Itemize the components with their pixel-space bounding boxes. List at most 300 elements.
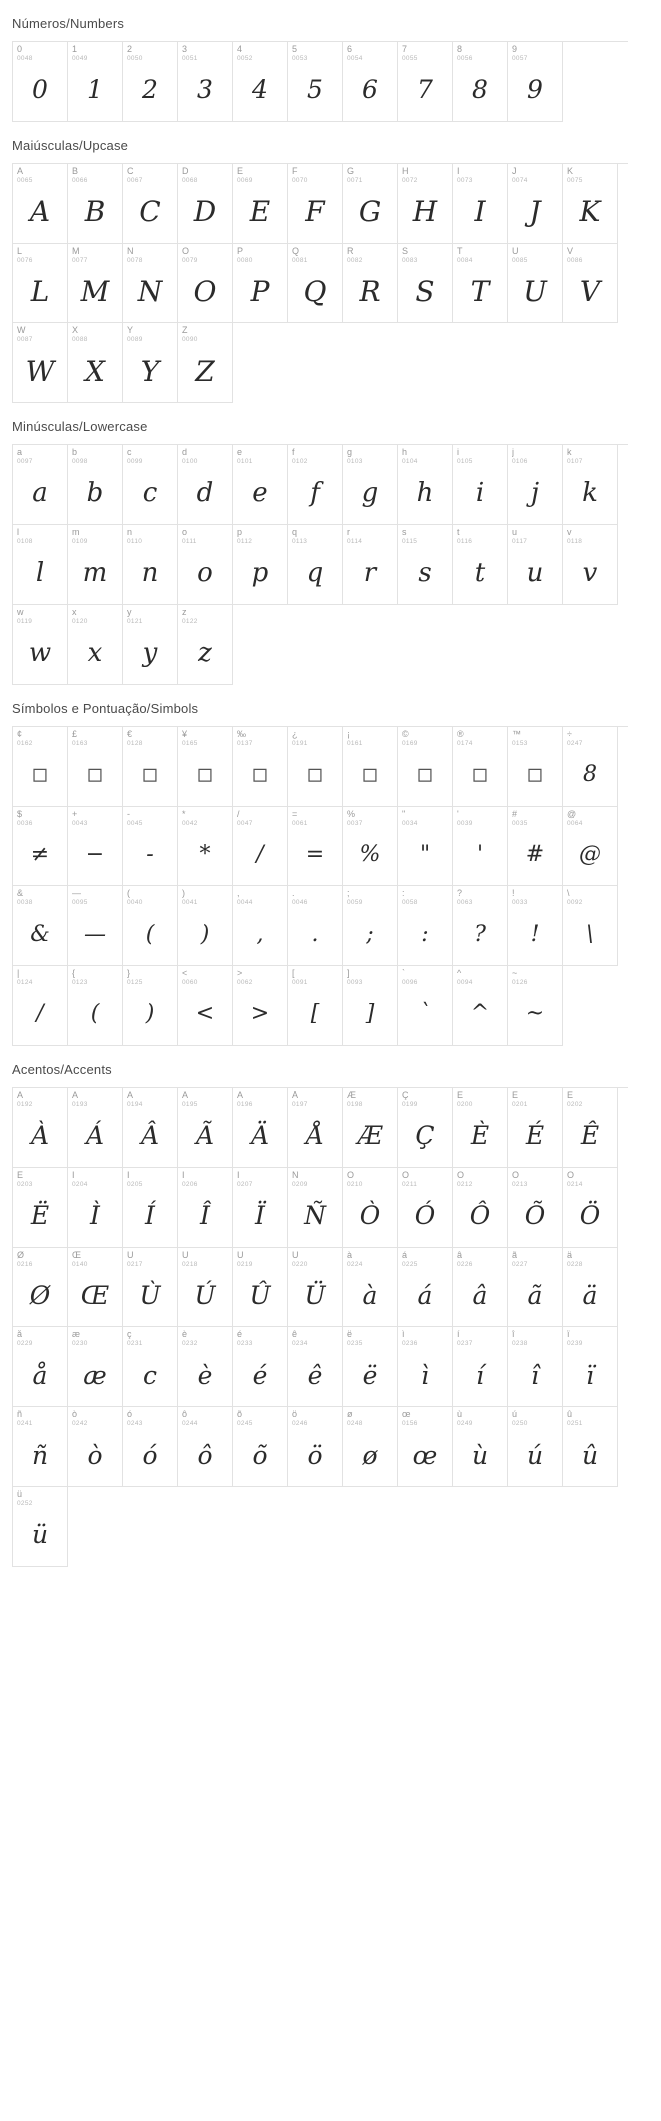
glyph-cell[interactable] xyxy=(13,1487,68,1567)
glyph-meta xyxy=(453,1088,507,1109)
glyph-cell[interactable] xyxy=(563,1168,618,1248)
glyph-cell[interactable] xyxy=(288,727,343,807)
glyph-cell[interactable] xyxy=(123,966,178,1046)
glyph-cell[interactable] xyxy=(508,42,563,122)
glyph-code: 0115 xyxy=(402,538,418,546)
glyph-section-accents xyxy=(0,1046,661,1567)
glyph-cell[interactable] xyxy=(233,1088,288,1168)
glyph-meta xyxy=(123,966,177,987)
glyph-preview: G xyxy=(358,195,382,229)
glyph-preview: ü xyxy=(31,1520,49,1550)
glyph-meta xyxy=(233,966,287,987)
glyph-char-label: V xyxy=(567,246,574,256)
glyph-char-label: S xyxy=(402,246,409,256)
glyph-char-label: ™ xyxy=(512,729,521,739)
glyph-cell[interactable] xyxy=(123,727,178,807)
glyph-cell[interactable] xyxy=(178,966,233,1046)
glyph-preview: è xyxy=(197,1360,213,1390)
glyph-cell[interactable] xyxy=(508,244,563,324)
glyph-code: 0199 xyxy=(402,1100,418,1108)
glyph-preview: 3 xyxy=(197,75,213,105)
glyph-cell[interactable] xyxy=(233,445,288,525)
glyph-cell[interactable] xyxy=(343,164,398,244)
glyph-preview: ? xyxy=(474,921,486,947)
glyph-cell[interactable] xyxy=(233,807,288,887)
glyph-cell[interactable] xyxy=(123,1088,178,1168)
glyph-cell[interactable] xyxy=(178,886,233,966)
glyph-cell[interactable] xyxy=(508,966,563,1046)
glyph-preview: v xyxy=(582,557,598,588)
glyph-cell[interactable] xyxy=(288,1327,343,1407)
glyph-code: 0116 xyxy=(457,538,473,546)
glyph-cell[interactable] xyxy=(68,886,123,966)
glyph-cell[interactable] xyxy=(508,886,563,966)
glyph-cell[interactable] xyxy=(288,445,343,525)
glyph-cell[interactable] xyxy=(563,445,618,525)
glyph-cell[interactable] xyxy=(123,807,178,887)
glyph-cell[interactable] xyxy=(178,244,233,324)
glyph-char-label: [ xyxy=(292,969,295,979)
glyph-cell[interactable] xyxy=(123,1327,178,1407)
glyph-cell[interactable] xyxy=(68,1248,123,1328)
glyph-char-label: Œ xyxy=(72,1250,81,1260)
glyph-cell[interactable] xyxy=(13,525,68,605)
glyph-meta xyxy=(178,807,232,828)
glyph-char-label: 5 xyxy=(292,45,298,54)
glyph-char-label: ~ xyxy=(512,969,518,979)
glyph-cell[interactable] xyxy=(398,1248,453,1328)
glyph-cell[interactable] xyxy=(288,966,343,1046)
glyph-preview: □ xyxy=(308,762,322,787)
glyph-cell[interactable] xyxy=(343,1168,398,1248)
glyph-meta xyxy=(508,886,562,907)
glyph-cell[interactable] xyxy=(453,966,508,1046)
glyph-cell[interactable] xyxy=(178,445,233,525)
glyph-preview: − xyxy=(85,841,105,867)
glyph-code: 0052 xyxy=(237,55,253,62)
glyph-cell[interactable] xyxy=(453,244,508,324)
glyph-cell[interactable] xyxy=(233,1248,288,1328)
glyph-cell[interactable] xyxy=(68,164,123,244)
glyph-meta xyxy=(288,244,342,265)
glyph-preview: □ xyxy=(418,762,432,787)
glyph-cell[interactable] xyxy=(123,323,178,403)
glyph-code: 0059 xyxy=(347,899,363,907)
glyph-code: 0108 xyxy=(17,538,33,546)
glyph-meta xyxy=(288,886,342,907)
glyph-cell[interactable] xyxy=(123,164,178,244)
glyph-code: 0048 xyxy=(17,55,33,62)
glyph-cell[interactable] xyxy=(563,1327,618,1407)
glyph-char-label: e xyxy=(237,448,243,458)
glyph-cell[interactable] xyxy=(508,727,563,807)
glyph-cell[interactable] xyxy=(178,42,233,122)
glyph-preview: É xyxy=(525,1121,545,1151)
glyph-cell[interactable] xyxy=(13,244,68,324)
glyph-cell[interactable] xyxy=(398,164,453,244)
glyph-preview: 9 xyxy=(527,75,543,105)
glyph-cell[interactable] xyxy=(453,445,508,525)
glyph-meta xyxy=(453,445,507,466)
glyph-cell[interactable] xyxy=(233,966,288,1046)
glyph-meta xyxy=(13,42,67,63)
glyph-code: 0109 xyxy=(72,538,88,546)
glyph-cell[interactable] xyxy=(343,886,398,966)
glyph-code: 0034 xyxy=(402,819,418,827)
glyph-char-label: Î xyxy=(182,1170,185,1180)
glyph-char-label: Ú xyxy=(182,1250,189,1260)
glyph-preview: N xyxy=(137,274,163,308)
glyph-cell[interactable] xyxy=(178,1168,233,1248)
glyph-cell[interactable] xyxy=(398,727,453,807)
glyph-cell[interactable] xyxy=(563,807,618,887)
glyph-cell[interactable] xyxy=(398,807,453,887)
glyph-cell[interactable] xyxy=(178,525,233,605)
glyph-meta xyxy=(13,1327,67,1348)
glyph-cell[interactable] xyxy=(343,445,398,525)
glyph-cell[interactable] xyxy=(343,42,398,122)
glyph-cell[interactable] xyxy=(343,1407,398,1487)
glyph-cell[interactable] xyxy=(563,727,618,807)
glyph-cell[interactable] xyxy=(178,1327,233,1407)
glyph-char-label: 9 xyxy=(512,45,518,54)
glyph-meta xyxy=(233,807,287,828)
glyph-code: 0200 xyxy=(457,1100,473,1108)
glyph-meta xyxy=(563,445,617,466)
glyph-code: 0156 xyxy=(402,1420,418,1428)
glyph-cell[interactable] xyxy=(68,966,123,1046)
glyph-cell[interactable] xyxy=(233,1407,288,1487)
glyph-char-label: í xyxy=(457,1330,460,1340)
glyph-cell[interactable] xyxy=(233,886,288,966)
glyph-char-label: Â xyxy=(127,1090,134,1100)
glyph-cell[interactable] xyxy=(508,1088,563,1168)
glyph-cell[interactable] xyxy=(563,886,618,966)
glyph-cell[interactable] xyxy=(178,1248,233,1328)
glyph-cell[interactable] xyxy=(453,1088,508,1168)
glyph-code: 0101 xyxy=(237,458,253,466)
glyph-meta xyxy=(68,445,122,466)
glyph-cell[interactable] xyxy=(68,445,123,525)
glyph-meta xyxy=(233,525,287,546)
glyph-cell[interactable] xyxy=(68,605,123,685)
glyph-cell[interactable] xyxy=(178,807,233,887)
glyph-cell[interactable] xyxy=(13,323,68,403)
glyph-preview: * xyxy=(199,841,211,867)
glyph-cell[interactable] xyxy=(123,1248,178,1328)
glyph-char-label: Å xyxy=(292,1090,299,1100)
glyph-meta xyxy=(123,1248,177,1269)
glyph-char-label: Ó xyxy=(402,1170,410,1180)
glyph-meta xyxy=(453,727,507,748)
glyph-cell[interactable] xyxy=(398,525,453,605)
glyph-preview: F xyxy=(305,195,325,229)
glyph-cell[interactable] xyxy=(453,1248,508,1328)
glyph-preview: h xyxy=(416,478,434,509)
glyph-cell[interactable] xyxy=(508,1327,563,1407)
glyph-cell[interactable] xyxy=(68,1407,123,1487)
glyph-cell[interactable] xyxy=(13,1407,68,1487)
glyph-char-label: Í xyxy=(127,1170,130,1180)
glyph-preview: û xyxy=(581,1440,599,1470)
glyph-char-label: ü xyxy=(17,1490,23,1499)
glyph-grid xyxy=(12,726,628,1046)
glyph-cell[interactable] xyxy=(13,1088,68,1168)
glyph-cell[interactable] xyxy=(123,244,178,324)
glyph-meta xyxy=(123,164,177,185)
glyph-cell[interactable] xyxy=(508,164,563,244)
glyph-cell[interactable] xyxy=(563,244,618,324)
glyph-char-label: v xyxy=(567,528,572,538)
glyph-cell[interactable] xyxy=(453,1407,508,1487)
glyph-cell[interactable] xyxy=(178,605,233,685)
glyph-char-label: Ô xyxy=(457,1170,465,1180)
glyph-code: 0226 xyxy=(457,1260,473,1268)
glyph-cell[interactable] xyxy=(178,1088,233,1168)
glyph-cell[interactable] xyxy=(233,244,288,324)
glyph-cell[interactable] xyxy=(453,164,508,244)
glyph-code: 0238 xyxy=(512,1340,528,1348)
glyph-cell[interactable] xyxy=(233,164,288,244)
glyph-code: 0093 xyxy=(347,979,363,987)
glyph-cell[interactable] xyxy=(288,886,343,966)
glyph-meta xyxy=(233,42,287,63)
glyph-cell[interactable] xyxy=(453,807,508,887)
glyph-cell[interactable] xyxy=(343,727,398,807)
glyph-cell[interactable] xyxy=(123,1168,178,1248)
glyph-code: 0081 xyxy=(292,256,308,264)
glyph-cell[interactable] xyxy=(453,886,508,966)
glyph-code: 0163 xyxy=(72,739,88,747)
glyph-code: 0241 xyxy=(17,1420,33,1428)
glyph-cell[interactable] xyxy=(233,1327,288,1407)
glyph-meta xyxy=(123,727,177,748)
glyph-cell[interactable] xyxy=(233,42,288,122)
glyph-meta xyxy=(563,525,617,546)
glyph-cell[interactable] xyxy=(123,1407,178,1487)
glyph-meta xyxy=(13,1248,67,1269)
glyph-cell[interactable] xyxy=(13,807,68,887)
glyph-cell[interactable] xyxy=(453,1168,508,1248)
glyph-cell[interactable] xyxy=(343,966,398,1046)
glyph-cell[interactable] xyxy=(398,445,453,525)
glyph-cell[interactable] xyxy=(178,323,233,403)
glyph-cell[interactable] xyxy=(123,445,178,525)
glyph-cell[interactable] xyxy=(68,42,123,122)
glyph-cell[interactable] xyxy=(343,244,398,324)
glyph-cell[interactable] xyxy=(68,1168,123,1248)
glyph-cell[interactable] xyxy=(398,1327,453,1407)
glyph-cell[interactable] xyxy=(563,164,618,244)
glyph-cell[interactable] xyxy=(508,1168,563,1248)
glyph-cell[interactable] xyxy=(13,1168,68,1248)
glyph-cell[interactable] xyxy=(123,886,178,966)
glyph-char-label: L xyxy=(17,246,23,256)
glyph-code: 0087 xyxy=(17,336,33,344)
glyph-meta xyxy=(123,1088,177,1109)
glyph-cell[interactable] xyxy=(343,807,398,887)
glyph-cell[interactable] xyxy=(398,1168,453,1248)
glyph-cell[interactable] xyxy=(233,525,288,605)
glyph-char-label: á xyxy=(402,1250,408,1260)
glyph-cell[interactable] xyxy=(288,244,343,324)
glyph-cell[interactable] xyxy=(68,244,123,324)
glyph-cell[interactable] xyxy=(398,1088,453,1168)
glyph-cell[interactable] xyxy=(288,1248,343,1328)
glyph-preview: Ï xyxy=(255,1201,265,1231)
glyph-meta xyxy=(68,1088,122,1109)
glyph-cell[interactable] xyxy=(453,1327,508,1407)
glyph-cell[interactable] xyxy=(343,1248,398,1328)
glyph-cell[interactable] xyxy=(68,807,123,887)
glyph-cell[interactable] xyxy=(13,605,68,685)
glyph-preview: Ç xyxy=(415,1121,435,1151)
glyph-char-label: z xyxy=(182,607,187,617)
glyph-meta xyxy=(13,605,67,626)
glyph-cell[interactable] xyxy=(68,525,123,605)
glyph-code: 0044 xyxy=(237,899,253,907)
glyph-cell[interactable] xyxy=(343,1088,398,1168)
glyph-cell[interactable] xyxy=(288,164,343,244)
glyph-cell[interactable] xyxy=(13,42,68,122)
glyph-meta xyxy=(343,1327,397,1348)
glyph-preview: L xyxy=(30,274,50,308)
glyph-cell[interactable] xyxy=(508,1407,563,1487)
glyph-cell[interactable] xyxy=(68,1088,123,1168)
glyph-cell[interactable] xyxy=(233,727,288,807)
glyph-cell[interactable] xyxy=(508,445,563,525)
glyph-cell[interactable] xyxy=(453,42,508,122)
glyph-cell[interactable] xyxy=(563,1248,618,1328)
glyph-preview: H xyxy=(412,195,438,229)
glyph-cell[interactable] xyxy=(343,525,398,605)
glyph-char-label: t xyxy=(457,528,460,538)
glyph-preview: ^ xyxy=(470,1001,490,1027)
glyph-code: 0205 xyxy=(127,1180,143,1188)
glyph-cell[interactable] xyxy=(398,1407,453,1487)
glyph-preview: ô xyxy=(197,1440,213,1470)
glyph-code: 0161 xyxy=(347,739,363,747)
glyph-cell[interactable] xyxy=(453,525,508,605)
glyph-code: 0097 xyxy=(17,458,33,466)
glyph-cell[interactable] xyxy=(68,323,123,403)
glyph-meta xyxy=(178,605,232,626)
glyph-preview: 1 xyxy=(87,75,103,105)
glyph-preview: ê xyxy=(307,1360,323,1390)
glyph-code: 0092 xyxy=(567,899,583,907)
section-title: Maiúsculas/Upcase xyxy=(12,137,129,153)
glyph-cell[interactable] xyxy=(508,807,563,887)
glyph-preview: R xyxy=(359,274,381,308)
glyph-cell[interactable] xyxy=(13,164,68,244)
glyph-meta xyxy=(233,244,287,265)
glyph-cell[interactable] xyxy=(178,727,233,807)
glyph-code: 0036 xyxy=(17,819,33,827)
glyph-cell[interactable] xyxy=(13,1248,68,1328)
glyph-cell[interactable] xyxy=(13,886,68,966)
glyph-preview: □ xyxy=(143,762,157,787)
glyph-preview: s xyxy=(418,557,432,588)
glyph-cell[interactable] xyxy=(178,1407,233,1487)
glyph-preview: c xyxy=(142,478,158,509)
glyph-cell[interactable] xyxy=(123,42,178,122)
glyph-code: 0193 xyxy=(72,1100,88,1108)
glyph-cell[interactable] xyxy=(13,1327,68,1407)
glyph-cell[interactable] xyxy=(178,164,233,244)
glyph-cell[interactable] xyxy=(453,727,508,807)
glyph-preview: Á xyxy=(85,1121,105,1151)
glyph-preview: e xyxy=(252,478,268,509)
glyph-char-label: E xyxy=(237,166,244,176)
glyph-cell[interactable] xyxy=(508,1248,563,1328)
glyph-preview: P xyxy=(250,274,270,308)
glyph-char-label: ù xyxy=(457,1410,463,1420)
glyph-cell[interactable] xyxy=(398,966,453,1046)
glyph-code: 0047 xyxy=(237,819,253,827)
glyph-cell[interactable] xyxy=(398,244,453,324)
glyph-cell[interactable] xyxy=(288,1407,343,1487)
glyph-code: 0236 xyxy=(402,1340,418,1348)
glyph-preview: È xyxy=(470,1121,490,1151)
glyph-char-label: ò xyxy=(72,1410,78,1420)
glyph-meta xyxy=(563,727,617,748)
glyph-char-label: Ï xyxy=(237,1170,240,1180)
glyph-cell[interactable] xyxy=(68,727,123,807)
glyph-meta xyxy=(178,966,232,987)
glyph-cell[interactable] xyxy=(123,525,178,605)
glyph-preview: i xyxy=(475,478,485,509)
glyph-cell[interactable] xyxy=(13,966,68,1046)
glyph-code: 0046 xyxy=(292,899,308,907)
glyph-meta xyxy=(343,525,397,546)
glyph-cell[interactable] xyxy=(68,1327,123,1407)
glyph-cell[interactable] xyxy=(288,525,343,605)
glyph-cell[interactable] xyxy=(288,42,343,122)
glyph-cell[interactable] xyxy=(343,1327,398,1407)
glyph-cell[interactable] xyxy=(288,1168,343,1248)
glyph-cell[interactable] xyxy=(563,1088,618,1168)
glyph-cell[interactable] xyxy=(123,605,178,685)
glyph-cell[interactable] xyxy=(288,807,343,887)
glyph-char-label: Y xyxy=(127,326,134,336)
glyph-cell[interactable] xyxy=(398,42,453,122)
glyph-cell[interactable] xyxy=(563,1407,618,1487)
glyph-preview: — xyxy=(84,921,106,947)
glyph-cell[interactable] xyxy=(563,525,618,605)
glyph-cell[interactable] xyxy=(233,1168,288,1248)
glyph-preview: ; xyxy=(366,921,374,947)
glyph-meta xyxy=(233,1088,287,1109)
glyph-code: 0062 xyxy=(237,979,253,987)
glyph-cell[interactable] xyxy=(398,886,453,966)
glyph-preview: E xyxy=(249,195,271,229)
glyph-cell[interactable] xyxy=(508,525,563,605)
glyph-cell[interactable] xyxy=(288,1088,343,1168)
glyph-meta xyxy=(563,886,617,907)
glyph-char-label: õ xyxy=(237,1410,243,1420)
glyph-meta xyxy=(508,1088,562,1109)
glyph-char-label: Æ xyxy=(347,1090,356,1100)
glyph-code: 0169 xyxy=(402,739,418,747)
glyph-preview: ` xyxy=(419,1001,431,1027)
glyph-code: 0119 xyxy=(17,617,33,625)
glyph-meta xyxy=(123,42,177,63)
glyph-char-label: , xyxy=(237,889,240,899)
glyph-cell[interactable] xyxy=(13,445,68,525)
glyph-cell[interactable] xyxy=(13,727,68,807)
glyph-meta xyxy=(508,1248,562,1269)
glyph-meta xyxy=(233,886,287,907)
